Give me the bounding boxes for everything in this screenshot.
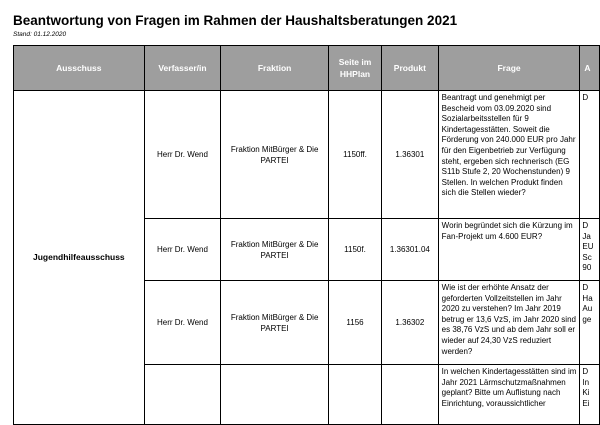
verfasser-cell: Herr Dr. Wend — [144, 281, 221, 365]
verfasser-cell — [144, 365, 221, 425]
fraktion-cell: Fraktion MitBürger & Die PARTEI — [221, 219, 329, 281]
fraktion-cell: Fraktion MitBürger & Die PARTEI — [221, 281, 329, 365]
fraktion-cell — [221, 365, 329, 425]
header-verfasser: Verfasser/in — [144, 46, 221, 91]
header-ausschuss: Ausschuss — [14, 46, 145, 91]
questions-table — [13, 45, 600, 425]
frage-cell: Wie ist der erhöhte Ansatz der geforderten Vollzeitstellen im Jahr 2020 zu verstehen? Im Jahr 2019 betrug er 13,6 VzS, im Jahr 2020 sind es 38,76 VzS und ab dem Jahr soll er wieder auf 24,30 VzS reduziert werden? — [438, 281, 580, 365]
antwort-cell: D Ja EU Sc 90 — [580, 219, 600, 281]
fraktion-cell: Fraktion MitBürger & Die PARTEI — [221, 91, 329, 219]
antwort-cell: D In Ki Ei — [580, 365, 600, 425]
header-produkt: Produkt — [382, 46, 439, 91]
antwort-cell: D Ha Au ge — [580, 281, 600, 365]
seite-cell: 1156 — [328, 281, 381, 365]
header-antwort: A — [580, 46, 600, 91]
produkt-cell: 1.36301 — [382, 91, 439, 219]
document-date: Stand: 01.12.2020 — [13, 31, 67, 38]
seite-cell: 1150f. — [328, 219, 381, 281]
ausschuss-cell: Jugendhilfeausschuss — [14, 91, 145, 425]
produkt-cell — [382, 365, 439, 425]
header-frage: Frage — [438, 46, 580, 91]
antwort-cell: D — [580, 91, 600, 219]
header-row — [14, 46, 600, 91]
header-seite — [328, 46, 381, 91]
header-fraktion: Fraktion — [221, 46, 329, 91]
frage-cell: In welchen Kindertagesstätten sind im Jahr 2021 Lärmschutzmaßnahmen geplant? Bitte um Auflistung nach Einrichtung, voraussichtlicher — [438, 365, 580, 425]
frage-cell: Worin begründet sich die Kürzung im Fan-Projekt um 4.600 EUR? — [438, 219, 580, 281]
frage-cell: Beantragt und genehmigt per Bescheid vom 03.09.2020 sind Sozialarbeitsstellen für 9 Kindertagesstätten. Soweit die Förderung von 240.000 EUR pro Jahr für den Eigenbetrieb zur Verfügung steht, ergeben sich rechnerisch (EG S11b Stufe 2, 20 Wochenstunden) 9 Stellen. In welchen Produkt finden sich die Stellen wieder? — [438, 91, 580, 219]
seite-cell: 1150ff. — [328, 91, 381, 219]
header-seite-line1: Seite im — [338, 57, 372, 67]
document-title: Beantwortung von Fragen im Rahmen der Haushaltsberatungen 2021 — [13, 13, 458, 28]
seite-cell — [328, 365, 381, 425]
produkt-cell: 1.36302 — [382, 281, 439, 365]
header-seite-line2: HHPlan — [339, 69, 371, 79]
verfasser-cell: Herr Dr. Wend — [144, 91, 221, 219]
table-row — [14, 91, 600, 219]
verfasser-cell: Herr Dr. Wend — [144, 219, 221, 281]
produkt-cell: 1.36301.04 — [382, 219, 439, 281]
